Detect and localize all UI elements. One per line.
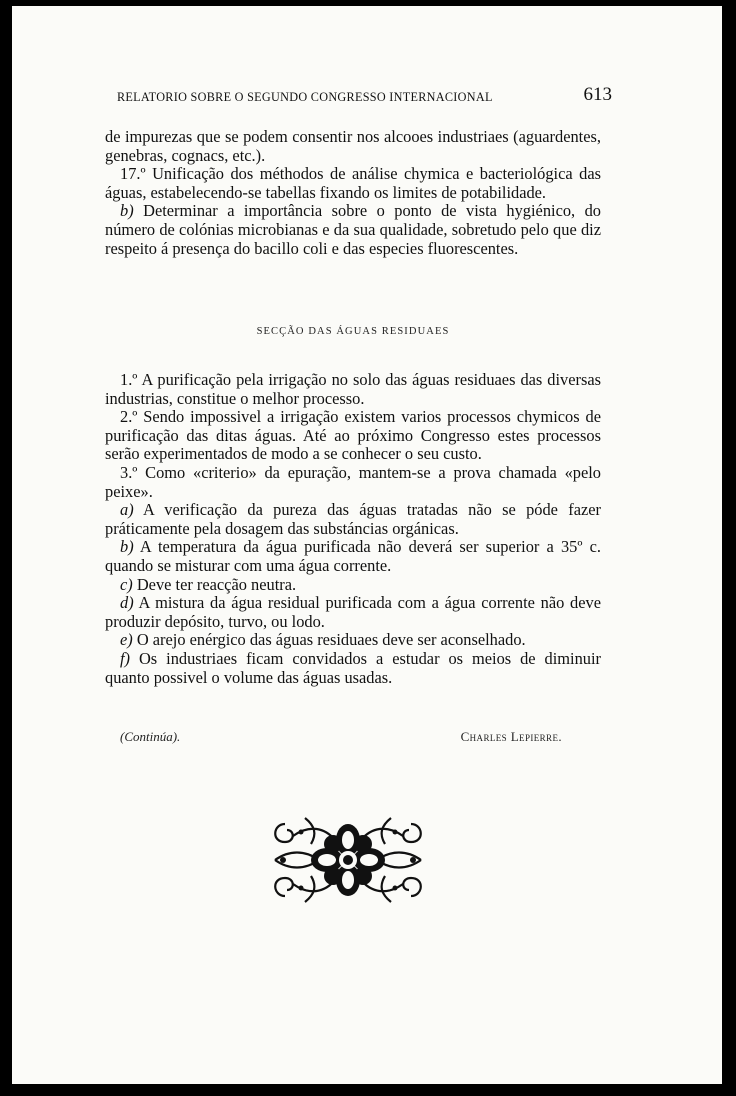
continua-note: (Continúa). bbox=[120, 729, 181, 744]
item-text: Deve ter reacção neutra. bbox=[132, 574, 297, 594]
item-label: a) bbox=[120, 500, 134, 520]
item-label: b) bbox=[120, 537, 134, 557]
running-title: RELATORIO SOBRE O SEGUNDO CONGRESSO INTERNACIONAL bbox=[117, 90, 493, 104]
item-label: e) bbox=[120, 630, 133, 650]
paragraph-17: 17.º Unificação dos méthodos de análise chymica e bacteriológica das águas, estabelecendo-se tabellas fixando os limites de potabilidade. bbox=[105, 164, 601, 202]
item-a bbox=[105, 501, 601, 538]
item-text: O arejo enérgico das águas residuaes deve ser aconselhado. bbox=[132, 630, 526, 650]
item-label: c) bbox=[120, 574, 133, 594]
item-e bbox=[105, 631, 601, 650]
item-d bbox=[105, 594, 601, 631]
text-block-1 bbox=[105, 128, 601, 258]
signature-row bbox=[120, 729, 562, 749]
item-label: d) bbox=[120, 593, 134, 613]
page-number: 613 bbox=[583, 84, 612, 105]
item-b bbox=[105, 538, 601, 575]
item-text: A temperatura da água purificada não deverá ser superior a 35º c. quando se misturar com uma água corrente. bbox=[105, 537, 601, 575]
paragraph-1: 1.º A purificação pela irrigação no solo das águas residuaes das diversas industrias, constitue o melhor processo. bbox=[105, 370, 601, 408]
paragraph-b bbox=[105, 202, 601, 258]
book-page bbox=[12, 6, 722, 1084]
text-block-2 bbox=[105, 371, 601, 687]
item-text: Determinar a importância sobre o ponto de vista hygiénico, do número de colónias microbianas e da sua qualidade, sobretudo pelo que diz respeito á presença do bacillo coli e das especies fluorescentes. bbox=[105, 201, 601, 258]
running-header bbox=[117, 84, 612, 108]
item-label: b) bbox=[120, 201, 134, 221]
item-text: A verificação da pureza das águas tratadas não se póde fazer práticamente pela dosagem das substáncias orgánicas. bbox=[105, 500, 601, 538]
floral-ornament-icon bbox=[265, 814, 431, 906]
paragraph-continuation: de impurezas que se podem consentir nos alcooes industriaes (aguardentes, genebras, cognacs, etc.). bbox=[105, 127, 601, 165]
paragraph-2: 2.º Sendo impossivel a irrigação existem varios processos chymicos de purificação das ditas águas. Até ao próximo Congresso estes processos serão experimentados de modo a se conhecer o seu custo. bbox=[105, 407, 601, 464]
item-c bbox=[105, 576, 601, 595]
item-label: f) bbox=[120, 648, 131, 668]
paragraph-3: 3.º Como «criterio» da epuração, mantem-se a prova chamada «pelo peixe». bbox=[105, 462, 601, 501]
item-text: Os industriaes ficam convidados a estudar os meios de diminuir quanto possivel o volume das águas usadas. bbox=[105, 648, 601, 687]
item-text: A mistura da água residual purificada com a água corrente não deve produzir depósito, turvo, ou lodo. bbox=[105, 593, 601, 631]
item-f bbox=[105, 650, 601, 687]
section-title: SECÇÃO DAS ÁGUAS RESIDUAES bbox=[256, 326, 450, 337]
author-signature: Charles Lepierre. bbox=[460, 729, 562, 744]
